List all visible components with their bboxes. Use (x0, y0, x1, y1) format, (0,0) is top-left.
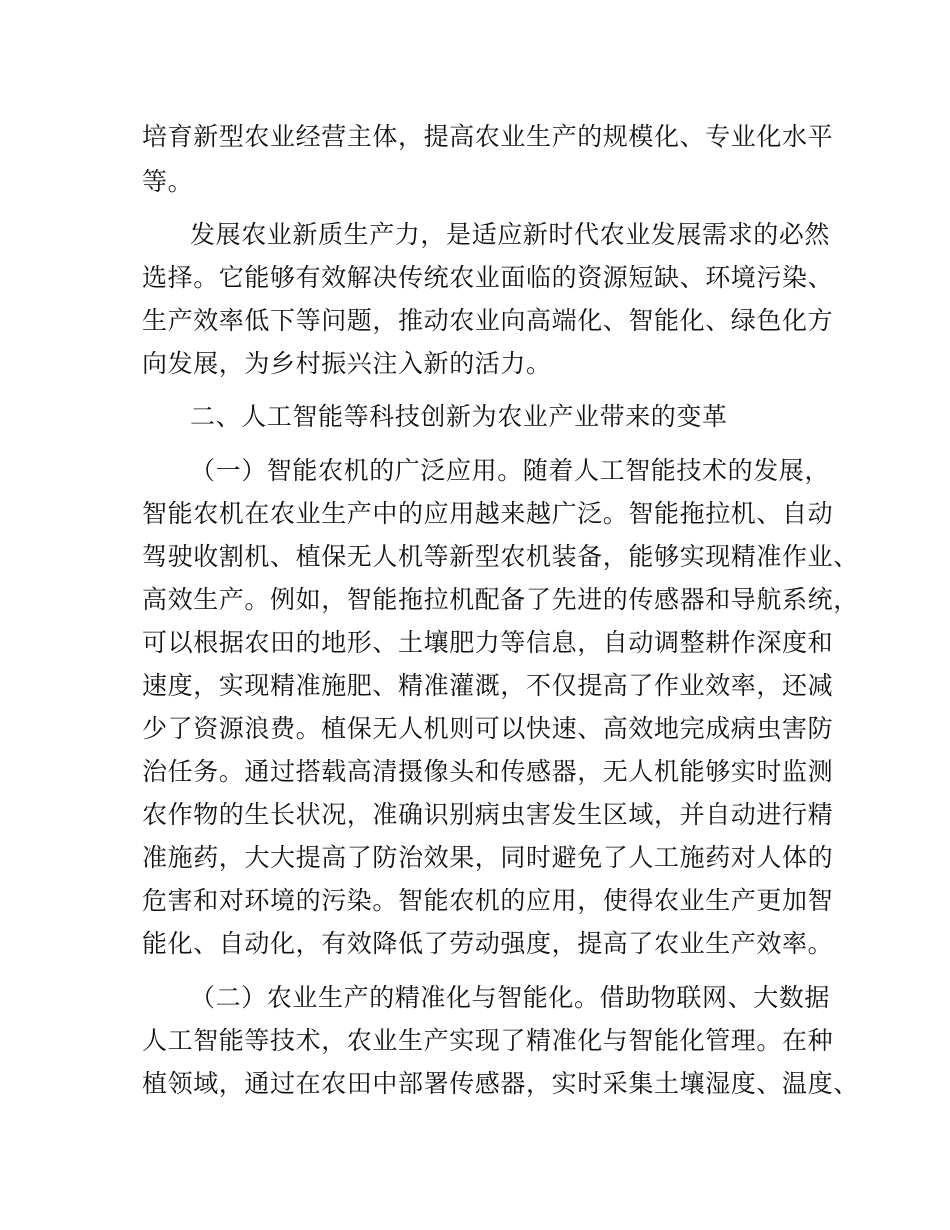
subsection-heading-line: （二）农业生产的精准化与智能化。借助物联网、大数据 (190, 983, 831, 1012)
text-line: 危害和对环境的污染。智能农机的应用，使得农业生产更加智 (142, 886, 834, 915)
text-line: 生产效率低下等问题，推动农业向高端化、智能化、绿色化方 (142, 306, 834, 335)
text-line: 选择。它能够有效解决传统农业面临的资源短缺、环境污染、 (142, 263, 834, 292)
text-line: 可以根据农田的地形、土壤肥力等信息，自动调整耕作深度和 (142, 628, 834, 657)
text-line: 培育新型农业经营主体，提高农业生产的规模化、专业化水平 (142, 122, 834, 151)
text-line: 农作物的生长状况，准确识别病虫害发生区域，并自动进行精 (142, 800, 834, 829)
text-line: 准施药，大大提高了防治效果，同时避免了人工施药对人体的 (142, 843, 834, 872)
text-line: 能化、自动化，有效降低了劳动强度，提高了农业生产效率。 (142, 929, 834, 958)
text-line: 少了资源浪费。植保无人机则可以快速、高效地完成病虫害防 (142, 714, 834, 743)
text-line: 治任务。通过搭载高清摄像头和传感器，无人机能够实时监测 (142, 757, 834, 786)
subsection-heading-line: （一）智能农机的广泛应用。随着人工智能技术的发展， (190, 456, 831, 485)
text-line: 等。 (142, 167, 194, 196)
text-line: 人工智能等技术，农业生产实现了精准化与智能化管理。在种 (142, 1026, 834, 1055)
text-line: 驾驶收割机、植保无人机等新型农机装备，能够实现精准作业、 (142, 542, 859, 571)
section-heading: 二、人工智能等科技创新为农业产业带来的变革 (190, 402, 728, 431)
text-line: 向发展，为乡村振兴注入新的活力。 (142, 349, 552, 378)
text-line: 智能农机在农业生产中的应用越来越广泛。智能拖拉机、自动 (142, 499, 834, 528)
text-line: 植领域，通过在农田中部署传感器，实时采集土壤湿度、温度、 (142, 1069, 859, 1098)
paragraph-start-line: 发展农业新质生产力，是适应新时代农业发展需求的必然 (190, 220, 831, 249)
text-line: 高效生产。例如，智能拖拉机配备了先进的传感器和导航系统， (142, 585, 859, 614)
text-line: 速度，实现精准施肥、精准灌溉，不仅提高了作业效率，还减 (142, 671, 834, 700)
